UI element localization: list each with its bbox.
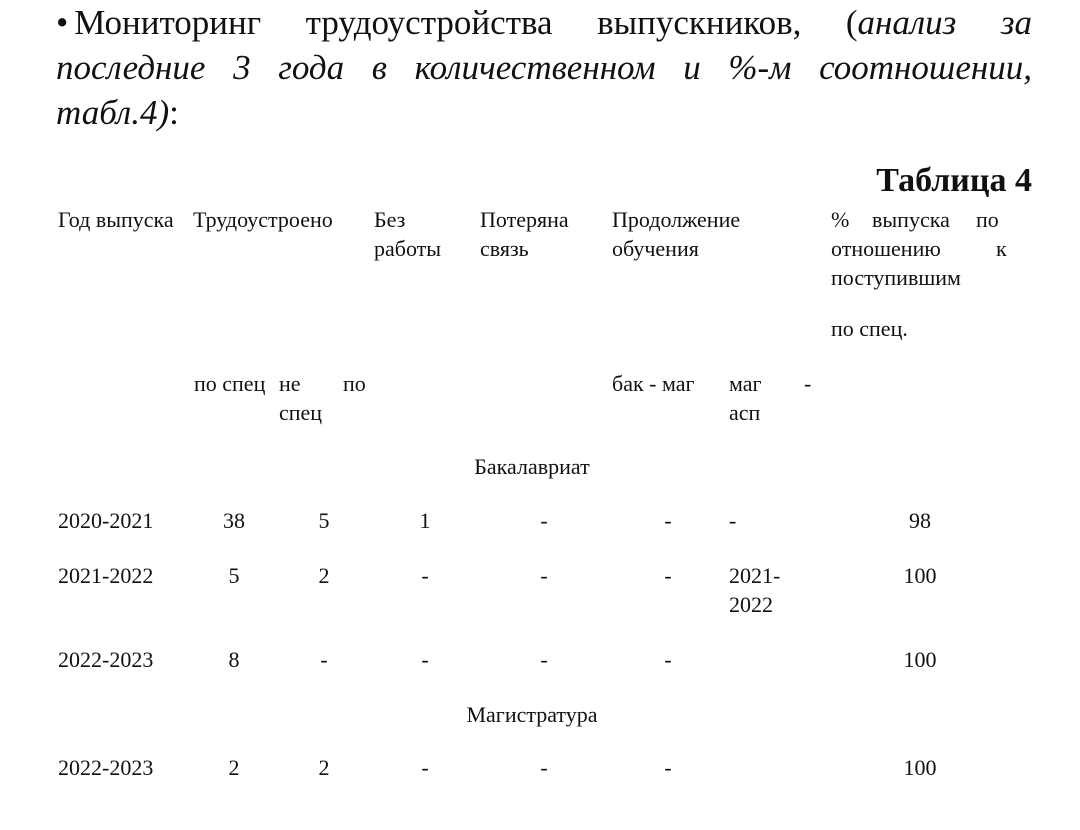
header-lost-2: связь [480,236,529,261]
intro-italic-3: табл.4) [56,93,170,132]
header-pct-1c: по [976,207,999,232]
table-row-4-bak-mag: - [664,755,672,780]
intro-line-1 [56,0,1032,45]
table-row-2-year: 2021-2022 [58,563,154,588]
table-row-1-mag-asp: - [729,508,737,533]
table-row-3-lost: - [540,647,548,672]
header-pct-1b: выпуска [872,207,950,232]
header-no-work-1: Без [374,207,406,232]
intro-colon: : [169,93,179,132]
table-row-1-spec: 38 [223,508,245,533]
table-row-2-no-work: - [421,563,429,588]
table-row-3-spec: 8 [228,647,240,672]
header-continue-1: Продолжение [612,207,741,232]
table-row-1-bak-mag: - [664,508,672,533]
table-row-4-no-work: - [421,755,429,780]
table-row-3-nonspec: - [320,647,328,672]
intro-paragraph [56,0,1032,135]
header-pct-2b: к [996,236,1007,261]
header-year: Год выпуска [58,207,174,232]
table-row-1-no-work: 1 [419,508,431,533]
table-row-3-bak-mag: - [664,647,672,672]
intro-text: Мониторинг трудоустройства выпускников, ( [74,3,858,42]
intro-line-2 [56,45,1032,90]
header-pct-1a: % [831,207,850,232]
table-row-4-spec: 2 [228,755,240,780]
header-employed: Трудоустроено [193,207,333,232]
table-row-3-no-work: - [421,647,429,672]
subheader-nonspec-1b: по [343,371,366,396]
subheader-nonspec-1a: не [279,371,301,396]
table-row-4-lost: - [540,755,548,780]
header-pct-4: по спец. [831,316,908,341]
header-lost-1: Потеряна [480,207,569,232]
table-row-4-nonspec: 2 [318,755,330,780]
table-row-2-pct: 100 [903,563,937,588]
header-continue-2: обучения [612,236,699,261]
table-row-2-mag-asp-2: 2022 [729,592,773,617]
table-row-1-nonspec: 5 [318,508,330,533]
table-row-4-pct: 100 [903,755,937,780]
intro-line-3 [56,90,1032,135]
table-row-3-pct: 100 [903,647,937,672]
section-bachelor: Бакалавриат [474,454,590,479]
subheader-mag-asp-1b: - [804,371,812,396]
subheader-spec: по спец [194,371,266,396]
table-row-1-pct: 98 [909,508,931,533]
table-row-1-year: 2020-2021 [58,508,154,533]
header-no-work-2: работы [374,236,442,261]
table-row-3-year: 2022-2023 [58,647,154,672]
subheader-mag-asp-1a: маг [729,371,762,396]
table-row-2-nonspec: 2 [318,563,330,588]
table-row-2-lost: - [540,563,548,588]
header-pct-2a: отношению [831,236,941,261]
table-row-1-lost: - [540,508,548,533]
section-master: Магистратура [466,702,598,727]
table-row-2-bak-mag: - [664,563,672,588]
subheader-nonspec-2: спец [279,400,323,425]
subheader-mag-asp-2: асп [729,400,761,425]
header-pct-3: поступившим [831,265,961,290]
bullet-icon: • [56,3,69,42]
table-row-2-mag-asp-1: 2021- [729,563,781,588]
intro-italic-1: анализ за [857,3,1032,42]
intro-italic-2: последние 3 года в количественном и %-м соотношении, [56,48,1032,87]
table-row-4-year: 2022-2023 [58,755,154,780]
table-row-2-spec: 5 [228,563,240,588]
table-caption: Таблица 4 [876,162,1032,199]
subheader-bak-mag: бак - маг [612,371,695,396]
